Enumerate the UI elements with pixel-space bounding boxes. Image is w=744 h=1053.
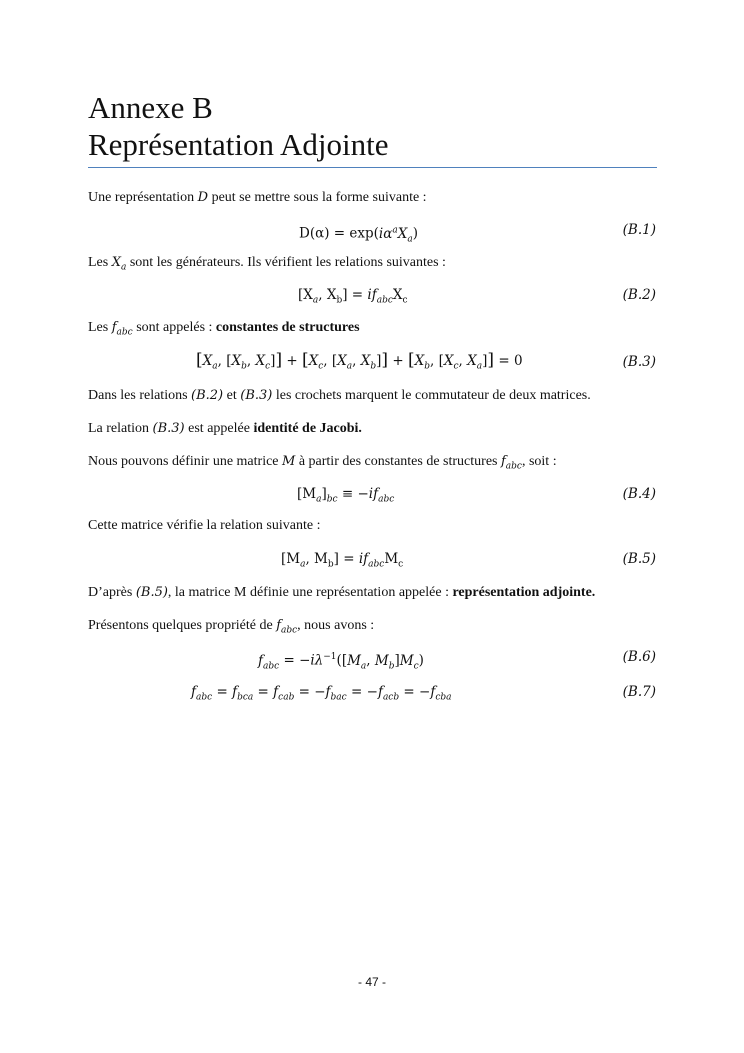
paragraph-commutator: Dans les relations (B.2) et (B.3) les crochets marquent le commutateur de deux matrices. — [88, 388, 591, 403]
equation-b5: [$M_a$, $M_b] = if_{abc}M_c$ — [281, 551, 404, 570]
paragraph-generators: Les $X_a$ sont les générateurs. Ils vérifient les relations suivantes : — [88, 255, 446, 273]
equation-number-b7: (B.7) — [622, 684, 656, 700]
equation-b6: $f_{abc} = -i\lambda^{-1}([M_a$, $M_b]M_c$) — [258, 652, 424, 672]
page-number: - 47 - — [357, 975, 386, 989]
equation-number-b5: (B.5) — [622, 551, 656, 567]
paragraph-matrix-definition: Nous pouvons définir une matrice M à partir des constantes de structures $f_{abc}$, soit : — [88, 454, 557, 472]
symbol-D: D — [197, 190, 209, 205]
equation-b4: $[M_a]_{bc} \equiv -if_{abc}$ — [297, 486, 395, 505]
equation-b2: [$X_a$, $X_b] = if_{abc}X_c$ — [298, 287, 408, 306]
equation-number-b1: (B.1) — [622, 222, 656, 238]
heading-underline — [88, 167, 657, 168]
paragraph-adjoint: D’après (B.5), la matrice M définie une représentation appelée : représentation adjointe. — [88, 585, 596, 600]
equation-number-b4: (B.4) — [622, 486, 656, 502]
annex-title: Représentation Adjointe — [88, 127, 389, 162]
symbol-fabc: $f_{abc}$ — [111, 320, 133, 338]
equation-number-b3: (B.3) — [622, 354, 656, 370]
equation-b1: $D(\alpha) = \exp(i\alpha^aX_a)$ — [299, 225, 418, 245]
paragraph-representation: Une représentation D peut se mettre sous la forme suivante : — [88, 190, 427, 205]
annex-heading: Annexe B — [88, 90, 213, 125]
paragraph-properties: Présentons quelques propriété de $f_{abc}$, nous avons : — [88, 618, 375, 636]
symbol-Xa: $X_a$ — [111, 255, 127, 273]
paragraph-matrix-relation: Cette matrice vérifie la relation suivante : — [88, 518, 321, 533]
equation-number-b2: (B.2) — [622, 287, 656, 303]
equation-b3: [$X_a$, [$X_b$, $X_c]] + [X_c$, [$X_a$, $X_b]] + [X_b$, [$X_c$, $X_a]] = 0$ — [196, 350, 523, 372]
equation-b7: $f_{abc} = f_{bca} = f_{cab} = -f_{bac} = -f_{acb} = -f_{cba}$ — [191, 684, 452, 703]
paragraph-jacobi: La relation (B.3) est appelée identité de Jacobi. — [88, 421, 362, 436]
paragraph-structure-constants: Les $f_{abc}$ sont appelés : constantes de structures — [88, 320, 360, 338]
equation-number-b6: (B.6) — [622, 649, 656, 665]
